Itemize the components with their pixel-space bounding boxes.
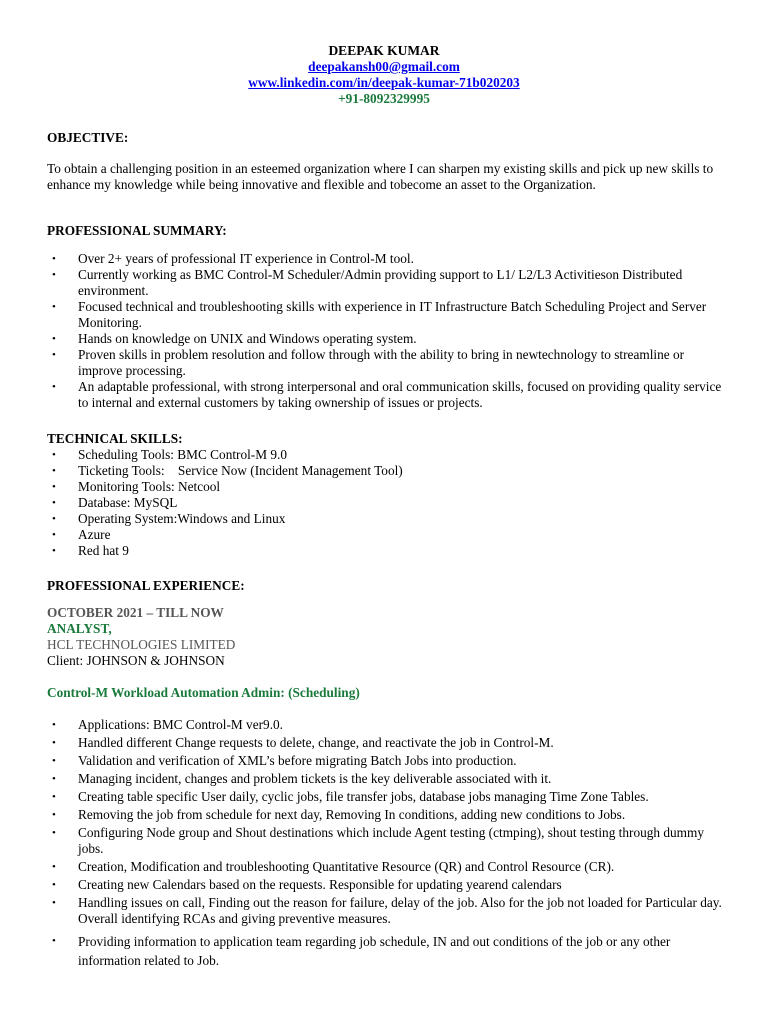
summary-heading: PROFESSIONAL SUMMARY:	[47, 223, 227, 238]
project-title: Control-M Workload Automation Admin: (Scheduling)	[47, 685, 360, 700]
list-item: • Focused technical and troubleshooting skills with experience in IT Infrastructure Batch Scheduling Project and Server Monitoring.	[78, 299, 728, 331]
list-item: • Creation, Modification and troubleshooting Quantitative Resource (QR) and Control Resource (CR).	[78, 859, 728, 875]
objective-heading: OBJECTIVE:	[47, 130, 129, 145]
skills-list	[47, 447, 758, 559]
list-item: • Hands on knowledge on UNIX and Windows operating system.	[78, 331, 728, 347]
list-item: • Validation and verification of XML’s before migrating Batch Jobs into production.	[78, 753, 728, 769]
skills-heading: TECHNICAL SKILLS:	[47, 431, 183, 446]
email-line	[0, 59, 768, 75]
objective-text: To obtain a challenging position in an esteemed organization where I can sharpen my existing skills and pick up new skills to enhance my knowledge while being innovative and flexible and tobecome an asset to the Organization.	[47, 161, 714, 192]
job-role: ANALYST,	[47, 621, 112, 636]
list-item: • Creating new Calendars based on the requests. Responsible for updating yearend calendars	[78, 877, 728, 893]
list-item: • Applications: BMC Control-M ver9.0.	[78, 717, 728, 733]
list-item: • Operating System:Windows and Linux	[78, 511, 758, 527]
list-item: • Handled different Change requests to delete, change, and reactivate the job in Control-M.	[78, 735, 728, 751]
list-item: • Database: MySQL	[78, 495, 758, 511]
list-item: • Scheduling Tools: BMC Control-M 9.0	[78, 447, 758, 463]
list-item: • Proven skills in problem resolution and follow through with the ability to bring in newtechnology to streamline or improve processing.	[78, 347, 728, 379]
experience-heading: PROFESSIONAL EXPERIENCE:	[47, 578, 245, 593]
list-item: • Azure	[78, 527, 758, 543]
list-item: • Managing incident, changes and problem tickets is the key deliverable associated with it.	[78, 771, 728, 787]
list-item: • Currently working as BMC Control-M Scheduler/Admin providing support to L1/ L2/L3 Activitieson Distributed environment.	[78, 267, 728, 299]
candidate-name: DEEPAK KUMAR	[328, 43, 440, 58]
client-name: Client: JOHNSON & JOHNSON	[47, 653, 225, 668]
responsibilities-list	[47, 717, 728, 970]
phone-number: +91-8092329995	[338, 91, 430, 106]
list-item: • Ticketing Tools: Service Now (Incident Management Tool)	[78, 463, 758, 479]
linkedin-link[interactable]: www.linkedin.com/in/deepak-kumar-71b020203	[248, 75, 520, 90]
resume-header	[0, 42, 768, 107]
list-item: • Configuring Node group and Shout destinations which include Agent testing (ctmping), shout testing through dummy jobs.	[78, 825, 728, 857]
list-item: • Over 2+ years of professional IT experience in Control-M tool.	[78, 251, 728, 267]
list-item: • An adaptable professional, with strong interpersonal and oral communication skills, focused on providing quality service to internal and external customers by taking ownership of issues or projects.	[78, 379, 728, 411]
employment-period: OCTOBER 2021 – TILL NOW	[47, 605, 224, 620]
company-name: HCL TECHNOLOGIES LIMITED	[47, 637, 236, 652]
list-item: • Handling issues on call, Finding out the reason for failure, delay of the job. Also for the job not loaded for Particular day. Overall identifying RCAs and giving preventive measures.	[78, 895, 728, 927]
summary-list	[47, 251, 728, 411]
list-item: • Providing information to application team regarding job schedule, IN and out conditions of the job or any other information related to Job.	[78, 932, 728, 970]
list-item: • Removing the job from schedule for next day, Removing In conditions, adding new conditions to Jobs.	[78, 807, 728, 823]
email-link[interactable]: deepakansh00@gmail.com	[308, 59, 460, 74]
list-item: • Monitoring Tools: Netcool	[78, 479, 758, 495]
list-item: • Red hat 9	[78, 543, 758, 559]
list-item: • Creating table specific User daily, cyclic jobs, file transfer jobs, database jobs managing Time Zone Tables.	[78, 789, 728, 805]
linkedin-line	[0, 75, 768, 91]
